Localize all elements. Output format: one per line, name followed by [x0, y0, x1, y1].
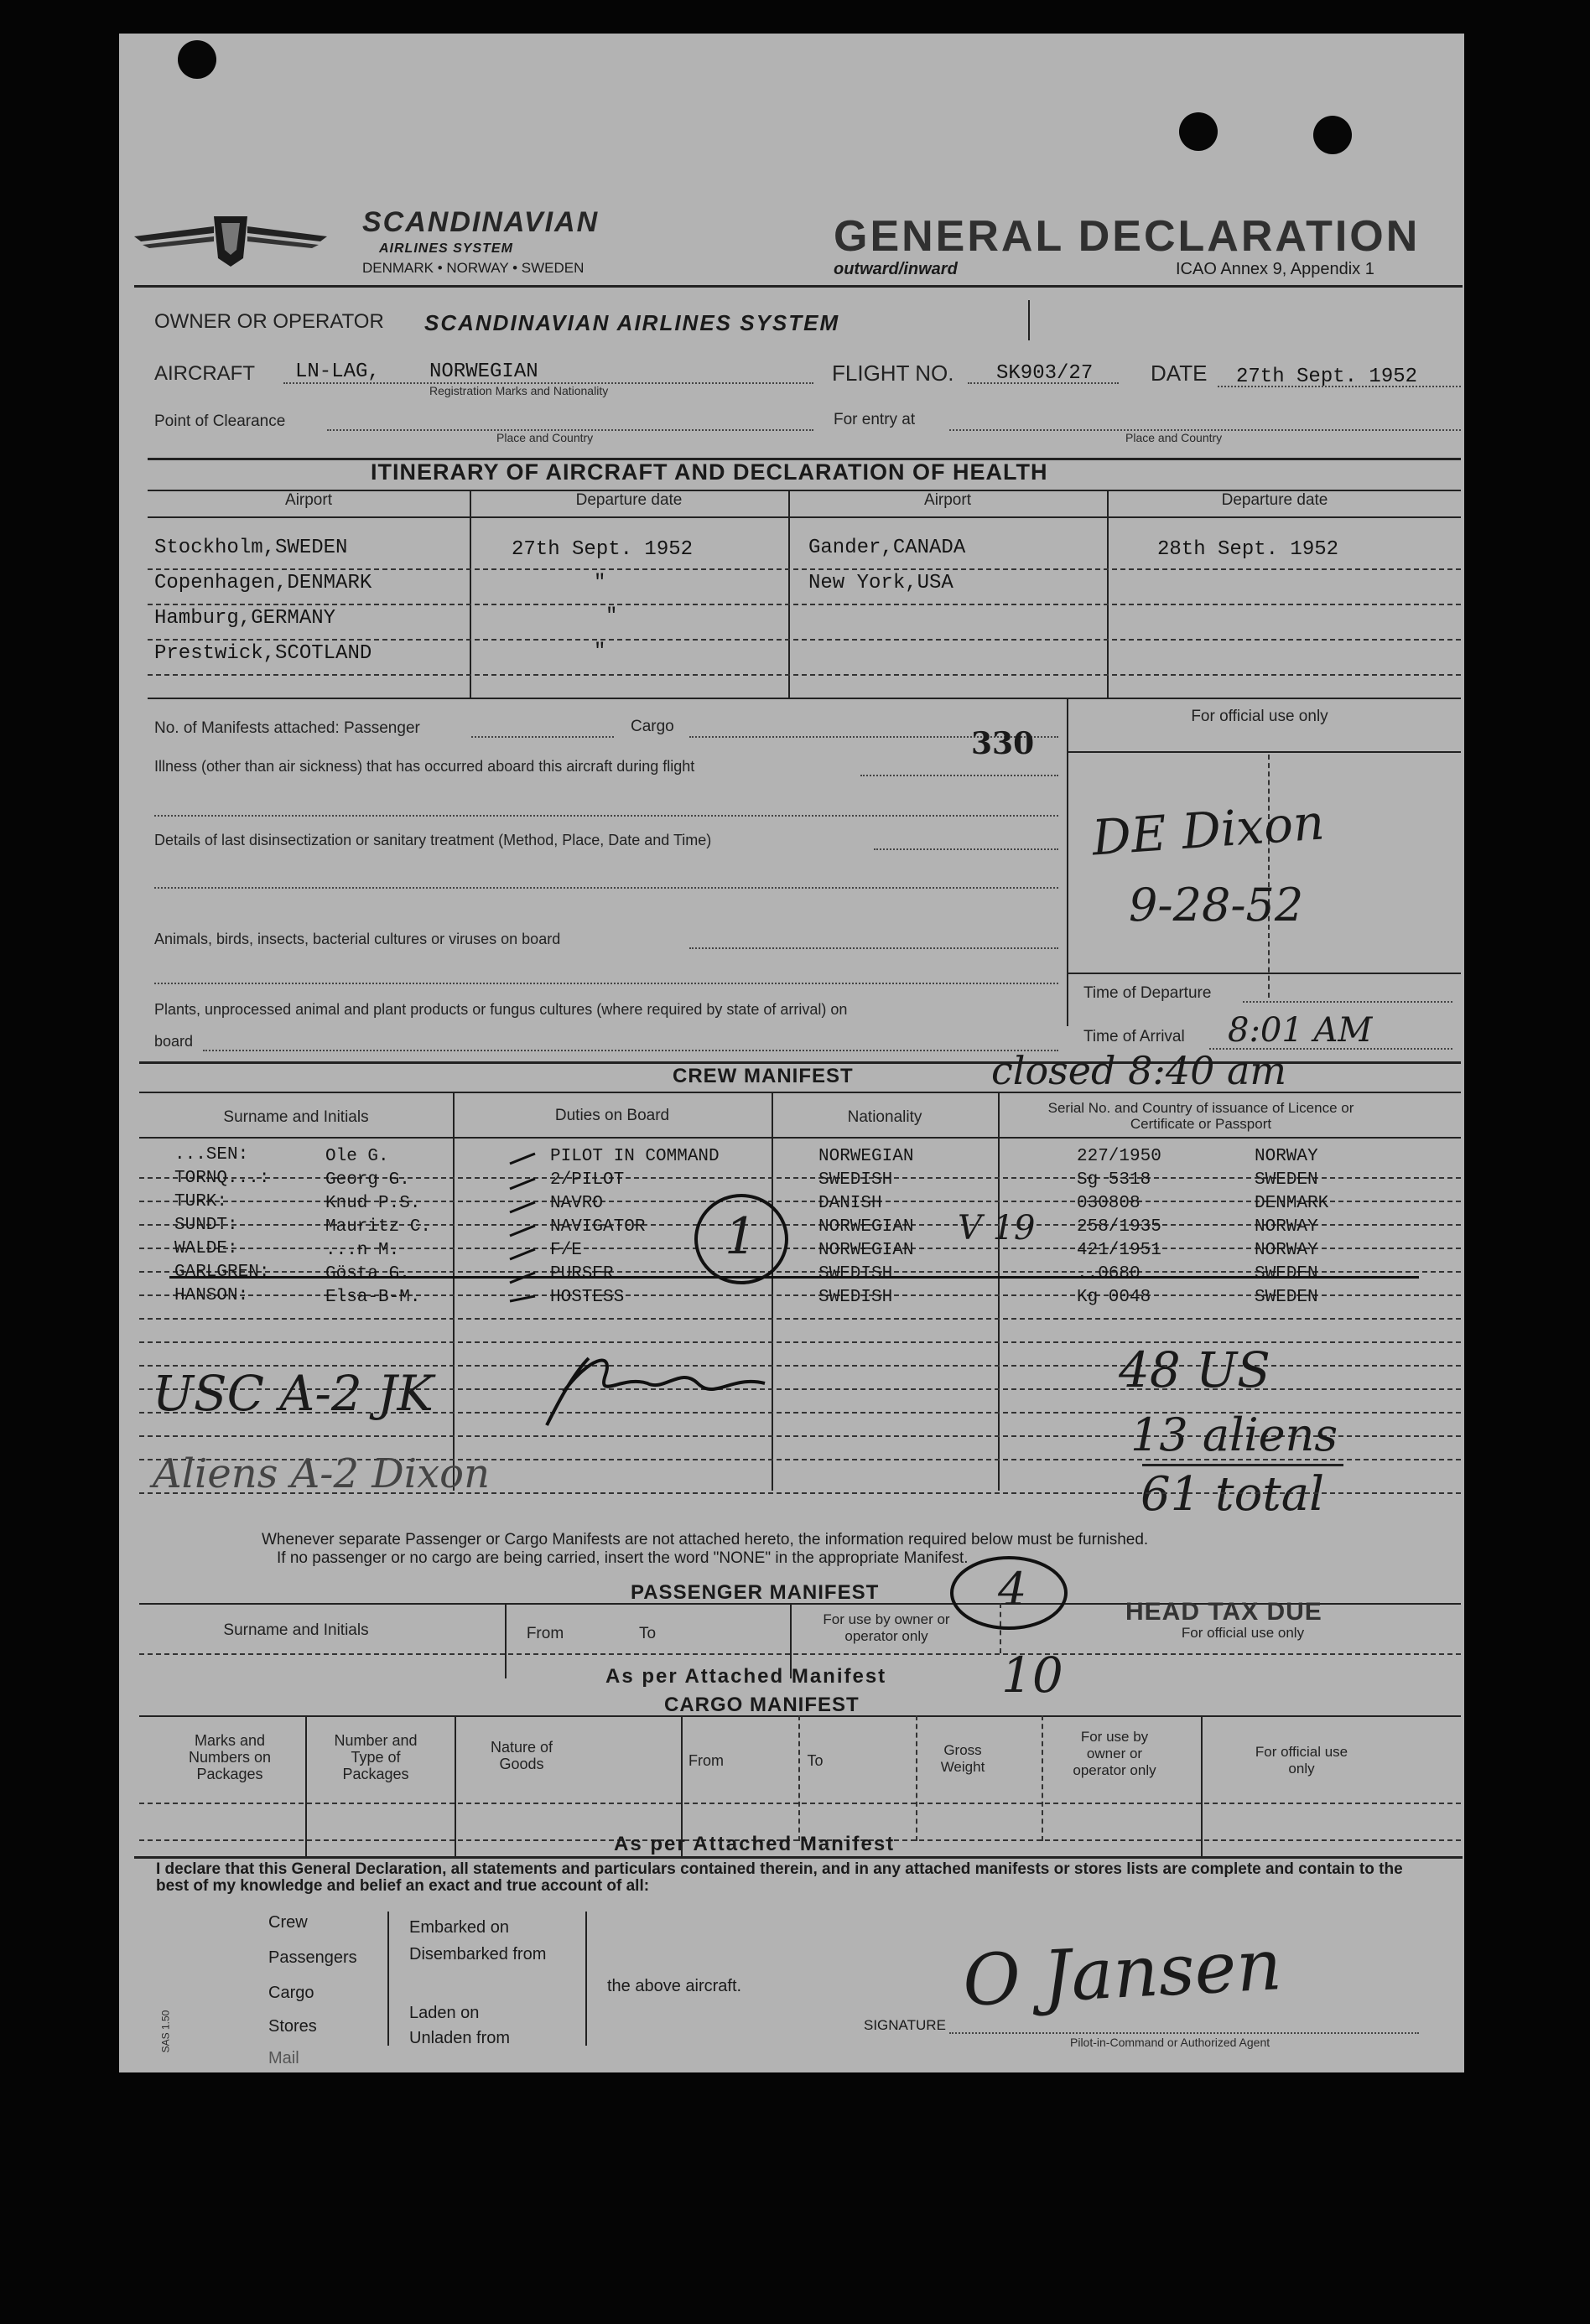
manifest-number: 330 — [971, 726, 1035, 761]
count-total-annotation: 61 total — [1141, 1467, 1325, 1522]
airline-logo-icon — [134, 208, 327, 267]
itinerary-date: " — [594, 641, 606, 663]
cargo-col — [1042, 1715, 1043, 1841]
crew-bracket-mark — [501, 1145, 552, 1305]
decl-bracket-left — [387, 1912, 389, 2046]
passenger-header-from: From — [526, 1625, 564, 1642]
signature-label: SIGNATURE — [864, 2017, 946, 2033]
passenger-manifest-title: PASSENGER MANIFEST — [631, 1581, 880, 1604]
declaration-top — [134, 1856, 1463, 1859]
flight-line — [968, 382, 1119, 384]
crew-nationality: SWEDISH — [818, 1288, 893, 1307]
cargo-attached: As per Attached Manifest — [614, 1833, 896, 1855]
passenger-count-annotation: 10 — [1001, 1647, 1063, 1704]
cargo-col — [1201, 1715, 1203, 1858]
cargo-col — [916, 1715, 917, 1841]
cargo-header-number: Number and Type of Packages — [334, 1732, 418, 1782]
usc-annotation: USC A-2 JK — [153, 1365, 434, 1422]
decl-item-stores: Stores — [268, 2017, 317, 2036]
crew-nationality: NORWEGIAN — [818, 1241, 914, 1260]
date-label: DATE — [1151, 361, 1208, 386]
cargo-header-operator: For use by owner or operator only — [1073, 1729, 1156, 1778]
crew-manifest-title: CREW MANIFEST — [673, 1065, 854, 1087]
time-arrival-value: 8:01 AM — [1228, 1011, 1373, 1050]
crew-surname: WALDE: — [174, 1239, 238, 1258]
general-declaration-form — [119, 34, 1464, 2072]
disinsection-line-2 — [154, 887, 1058, 889]
signature-sublabel: Pilot-in-Command or Authorized Agent — [1070, 2036, 1270, 2049]
itinerary-header-airport-1: Airport — [285, 491, 332, 509]
itinerary-header-line — [148, 516, 1461, 518]
itinerary-row-line — [148, 568, 1461, 570]
time-arrival-label: Time of Arrival — [1083, 1028, 1185, 1045]
cargo-header-marks: Marks and Numbers on Packages — [188, 1732, 272, 1782]
crew-surname: SUNDT: — [174, 1216, 238, 1235]
itinerary-airport: New York,USA — [808, 572, 953, 594]
itinerary-airport: Prestwick,SCOTLAND — [154, 642, 372, 665]
crew-serial: 030808 — [1077, 1194, 1141, 1213]
punch-hole — [178, 40, 216, 79]
crew-row-line — [139, 1318, 1461, 1320]
itinerary-row-line — [148, 639, 1461, 641]
flight-number: SK903/27 — [996, 362, 1094, 385]
itinerary-airport: Stockholm,SWEDEN — [154, 537, 348, 559]
crew-tick-annotation: V 19 — [958, 1209, 1036, 1248]
crew-serial: ..0680 — [1077, 1264, 1141, 1284]
entry-label: For entry at — [834, 411, 916, 428]
passenger-header-surname: Surname and Initials — [223, 1621, 369, 1639]
disinsection-line — [874, 848, 1058, 850]
passenger-header-official: For official use only — [1181, 1625, 1305, 1641]
crew-col-1 — [453, 1092, 455, 1491]
crew-serial: 227/1950 — [1077, 1147, 1161, 1166]
itinerary-title: ITINERARY OF AIRCRAFT AND DECLARATION OF HEALTH — [371, 459, 1048, 485]
decl-unladen: Unladen from — [409, 2029, 511, 2047]
passenger-col — [505, 1603, 507, 1678]
entry-place-label: Place and Country — [1125, 431, 1223, 444]
crew-country: DENMARK — [1255, 1194, 1329, 1213]
crew-serial: 258/1935 — [1077, 1217, 1161, 1237]
crew-initials: Mauritz C. — [325, 1217, 432, 1237]
direction-label: outward/inward — [834, 260, 958, 278]
official-signature: DE Dixon — [1089, 793, 1327, 867]
decl-bracket-right — [585, 1912, 587, 2046]
itinerary-airport: Copenhagen,DENMARK — [154, 572, 372, 594]
count-us-annotation: 48 US — [1119, 1341, 1270, 1398]
crew-duty: 2/PILOT — [550, 1170, 625, 1190]
crew-initials: Georg G. — [325, 1170, 410, 1190]
notice-text-1: Whenever separate Passenger or Cargo Manifests are not attached hereto, the information required below must be furnished. — [262, 1531, 1149, 1548]
airline-name: SCANDINAVIAN — [362, 206, 600, 238]
crew-header-serial: Serial No. and Country of issuance of Licence or Certificate or Passport — [1047, 1100, 1354, 1132]
passenger-line — [139, 1653, 1461, 1655]
crew-nationality: DANISH — [818, 1194, 882, 1213]
itinerary-date: 28th Sept. 1952 — [1157, 538, 1339, 561]
passenger-circle-number: 4 — [998, 1563, 1027, 1616]
official-use-label: For official use only — [1191, 708, 1328, 725]
crew-initials: Ole G. — [325, 1147, 389, 1166]
crew-nationality: NORWEGIAN — [818, 1217, 914, 1237]
crew-nationality: SWEDISH — [818, 1170, 893, 1190]
form-title: GENERAL DECLARATION — [834, 212, 1421, 261]
cargo-line — [139, 1803, 1461, 1804]
itinerary-header-date-2: Departure date — [1221, 491, 1328, 509]
aircraft-nationality: NORWEGIAN — [429, 361, 538, 383]
crew-surname: HANSON: — [174, 1286, 249, 1305]
form-side-code: SAS 1.50 — [159, 2010, 172, 2053]
crew-header-nationality: Nationality — [847, 1108, 922, 1126]
crew-country: SWEDEN — [1255, 1288, 1318, 1307]
decl-embarked: Embarked on — [409, 1918, 509, 1937]
animals-line-2 — [154, 983, 1058, 984]
animals-label: Animals, birds, insects, bacterial cultures or viruses on board — [154, 931, 561, 947]
itinerary-col-1 — [470, 491, 471, 698]
crew-surname: GARLGREN: — [174, 1263, 270, 1282]
decl-disembarked: Disembarked from — [409, 1945, 547, 1963]
clearance-place-label: Place and Country — [496, 431, 594, 444]
itinerary-header-date-1: Departure date — [575, 491, 683, 509]
manifests-line — [471, 736, 614, 738]
cargo-manifest-title: CARGO MANIFEST — [664, 1694, 860, 1716]
crew-nationality: SWEDISH — [818, 1264, 893, 1284]
decl-item-passengers: Passengers — [268, 1948, 357, 1967]
crew-duty: HOSTESS — [550, 1288, 625, 1307]
official-date: 9-28-52 — [1129, 879, 1304, 931]
itinerary-airport: Hamburg,GERMANY — [154, 607, 336, 630]
flight-label: FLIGHT NO. — [832, 361, 954, 386]
count-aliens-annotation: 13 aliens — [1130, 1408, 1338, 1461]
plants-label-board: board — [154, 1033, 194, 1050]
itinerary-date: " — [594, 572, 606, 594]
head-tax-stamp: HEAD TAX DUE — [1125, 1598, 1322, 1626]
plants-line — [203, 1050, 1058, 1051]
animals-line — [689, 947, 1058, 949]
aircraft-sublabel: Registration Marks and Nationality — [429, 384, 609, 397]
crew-duty: NAVRO — [550, 1194, 604, 1213]
crew-initials: ...n M. — [325, 1241, 400, 1260]
cargo-count-label: Cargo — [631, 718, 674, 735]
illness-line-2 — [154, 815, 1058, 817]
passenger-header-to: To — [638, 1625, 657, 1642]
signature-line — [949, 2032, 1419, 2034]
count-underline — [1142, 1464, 1343, 1466]
crew-serial: 421/1951 — [1077, 1241, 1161, 1260]
cargo-header-to: To — [807, 1752, 824, 1769]
crew-surname: TURK: — [174, 1192, 228, 1211]
disinsection-label: Details of last disinsectization or sanitary treatment (Method, Place, Date and Time) — [154, 832, 712, 848]
cargo-col — [305, 1715, 307, 1858]
crew-country: SWEDEN — [1255, 1264, 1318, 1284]
crew-duty: PILOT IN COMMAND — [550, 1147, 720, 1166]
crew-title-line — [139, 1092, 1461, 1093]
airline-subname: AIRLINES SYSTEM — [379, 241, 513, 256]
date-line — [1218, 386, 1461, 387]
decl-above: the above aircraft. — [607, 1977, 742, 1995]
crew-duty: F/E — [550, 1241, 582, 1260]
crew-nationality: NORWEGIAN — [818, 1147, 914, 1166]
itinerary-header-airport-2: Airport — [924, 491, 971, 509]
owner-mark — [1028, 300, 1030, 340]
cargo-header-weight: Gross Weight — [940, 1742, 985, 1775]
aircraft-registration: LN-LAG, — [295, 361, 380, 383]
decl-item-mail: Mail — [268, 2049, 299, 2067]
captain-signature: O Jansen — [960, 1923, 1284, 2022]
cargo-header-official: For official use only — [1255, 1744, 1348, 1777]
itinerary-date: 27th Sept. 1952 — [512, 538, 694, 561]
declaration-text: I declare that this General Declaration, all statements and particulars contained therein, and in any attached manifests or stores lists are complete and contain to the best of my knowledge and belief an exact and true account of all: — [156, 1860, 1403, 1895]
crew-serial: Kg 0048 — [1077, 1288, 1151, 1307]
cargo-col — [798, 1715, 800, 1841]
itinerary-date: " — [605, 605, 618, 628]
crew-duty: NAVIGATOR — [550, 1217, 646, 1237]
itinerary-col-2 — [788, 491, 790, 698]
itinerary-row-line — [148, 604, 1461, 605]
crew-initials: Elsa-B-M. — [325, 1288, 421, 1307]
aliens-annotation: Aliens A-2 Dixon — [153, 1450, 490, 1497]
crew-surname: TORNQ...: — [174, 1169, 270, 1188]
crew-surname: ...SEN: — [174, 1145, 249, 1165]
icao-reference: ICAO Annex 9, Appendix 1 — [1176, 260, 1374, 278]
manifests-label: No. of Manifests attached: Passenger — [154, 719, 420, 737]
official-box-border — [1067, 698, 1068, 1026]
passenger-attached: As per Attached Manifest — [605, 1665, 887, 1688]
closed-note: closed 8:40 am — [991, 1048, 1287, 1093]
official-box-bottom — [1067, 973, 1461, 974]
crew-col-3 — [998, 1092, 1000, 1491]
itinerary-row-line — [148, 674, 1461, 676]
aircraft-label: AIRCRAFT — [154, 362, 255, 385]
cargo-header-nature: Nature of Goods — [490, 1739, 553, 1772]
itinerary-airport: Gander,CANADA — [808, 537, 966, 559]
airline-countries: DENMARK • NORWAY • SWEDEN — [362, 260, 585, 276]
cargo-col — [455, 1715, 456, 1858]
crew-country: NORWAY — [1255, 1217, 1318, 1237]
time-departure-line — [1243, 1001, 1452, 1003]
notice-line — [139, 1492, 1461, 1494]
decl-laden: Laden on — [409, 2004, 480, 2022]
crew-country: NORWAY — [1255, 1241, 1318, 1260]
header-divider — [134, 285, 1463, 288]
plants-label: Plants, unprocessed animal and plant products or fungus cultures (where required by state of arrival) on — [154, 1001, 848, 1018]
decl-item-crew: Crew — [268, 1913, 308, 1932]
punch-hole — [1313, 116, 1352, 154]
official-box-divider — [1268, 755, 1270, 998]
notice-text-2: If no passenger or no cargo are being carried, insert the word "NONE" in the appropriate Manifest. — [277, 1549, 969, 1567]
owner-value: SCANDINAVIAN AIRLINES SYSTEM — [424, 310, 840, 335]
crew-duty: PURSER — [550, 1264, 614, 1284]
illness-line — [860, 775, 1058, 776]
illness-label: Illness (other than air sickness) that has occurred aboard this aircraft during flight — [154, 758, 695, 775]
owner-label: OWNER OR OPERATOR — [154, 310, 384, 333]
crew-header-duties: Duties on Board — [554, 1107, 670, 1124]
cargo-top — [139, 1715, 1461, 1717]
crew-country: NORWAY — [1255, 1147, 1318, 1166]
clearance-label: Point of Clearance — [154, 412, 286, 430]
crew-initials: Gösta G. — [325, 1264, 410, 1284]
crew-initials: Knud P.S. — [325, 1194, 421, 1213]
health-top — [148, 698, 1461, 699]
passenger-header-operator: For use by owner or operator only — [823, 1611, 950, 1644]
date-value: 27th Sept. 1952 — [1236, 366, 1418, 388]
crew-header-surname: Surname and Initials — [223, 1108, 369, 1126]
crew-country: SWEDEN — [1255, 1170, 1318, 1190]
inspector-signature-icon — [538, 1341, 773, 1434]
cargo-header-from: From — [688, 1752, 724, 1769]
crew-header-line — [139, 1137, 1461, 1139]
official-box-line — [1067, 751, 1461, 753]
circle-annotation-number: 1 — [725, 1207, 757, 1266]
itinerary-col-3 — [1107, 491, 1109, 698]
time-departure-label: Time of Departure — [1083, 984, 1212, 1002]
decl-item-cargo: Cargo — [268, 1984, 314, 2002]
punch-hole — [1179, 112, 1218, 151]
crew-serial: Sg 5318 — [1077, 1170, 1151, 1190]
